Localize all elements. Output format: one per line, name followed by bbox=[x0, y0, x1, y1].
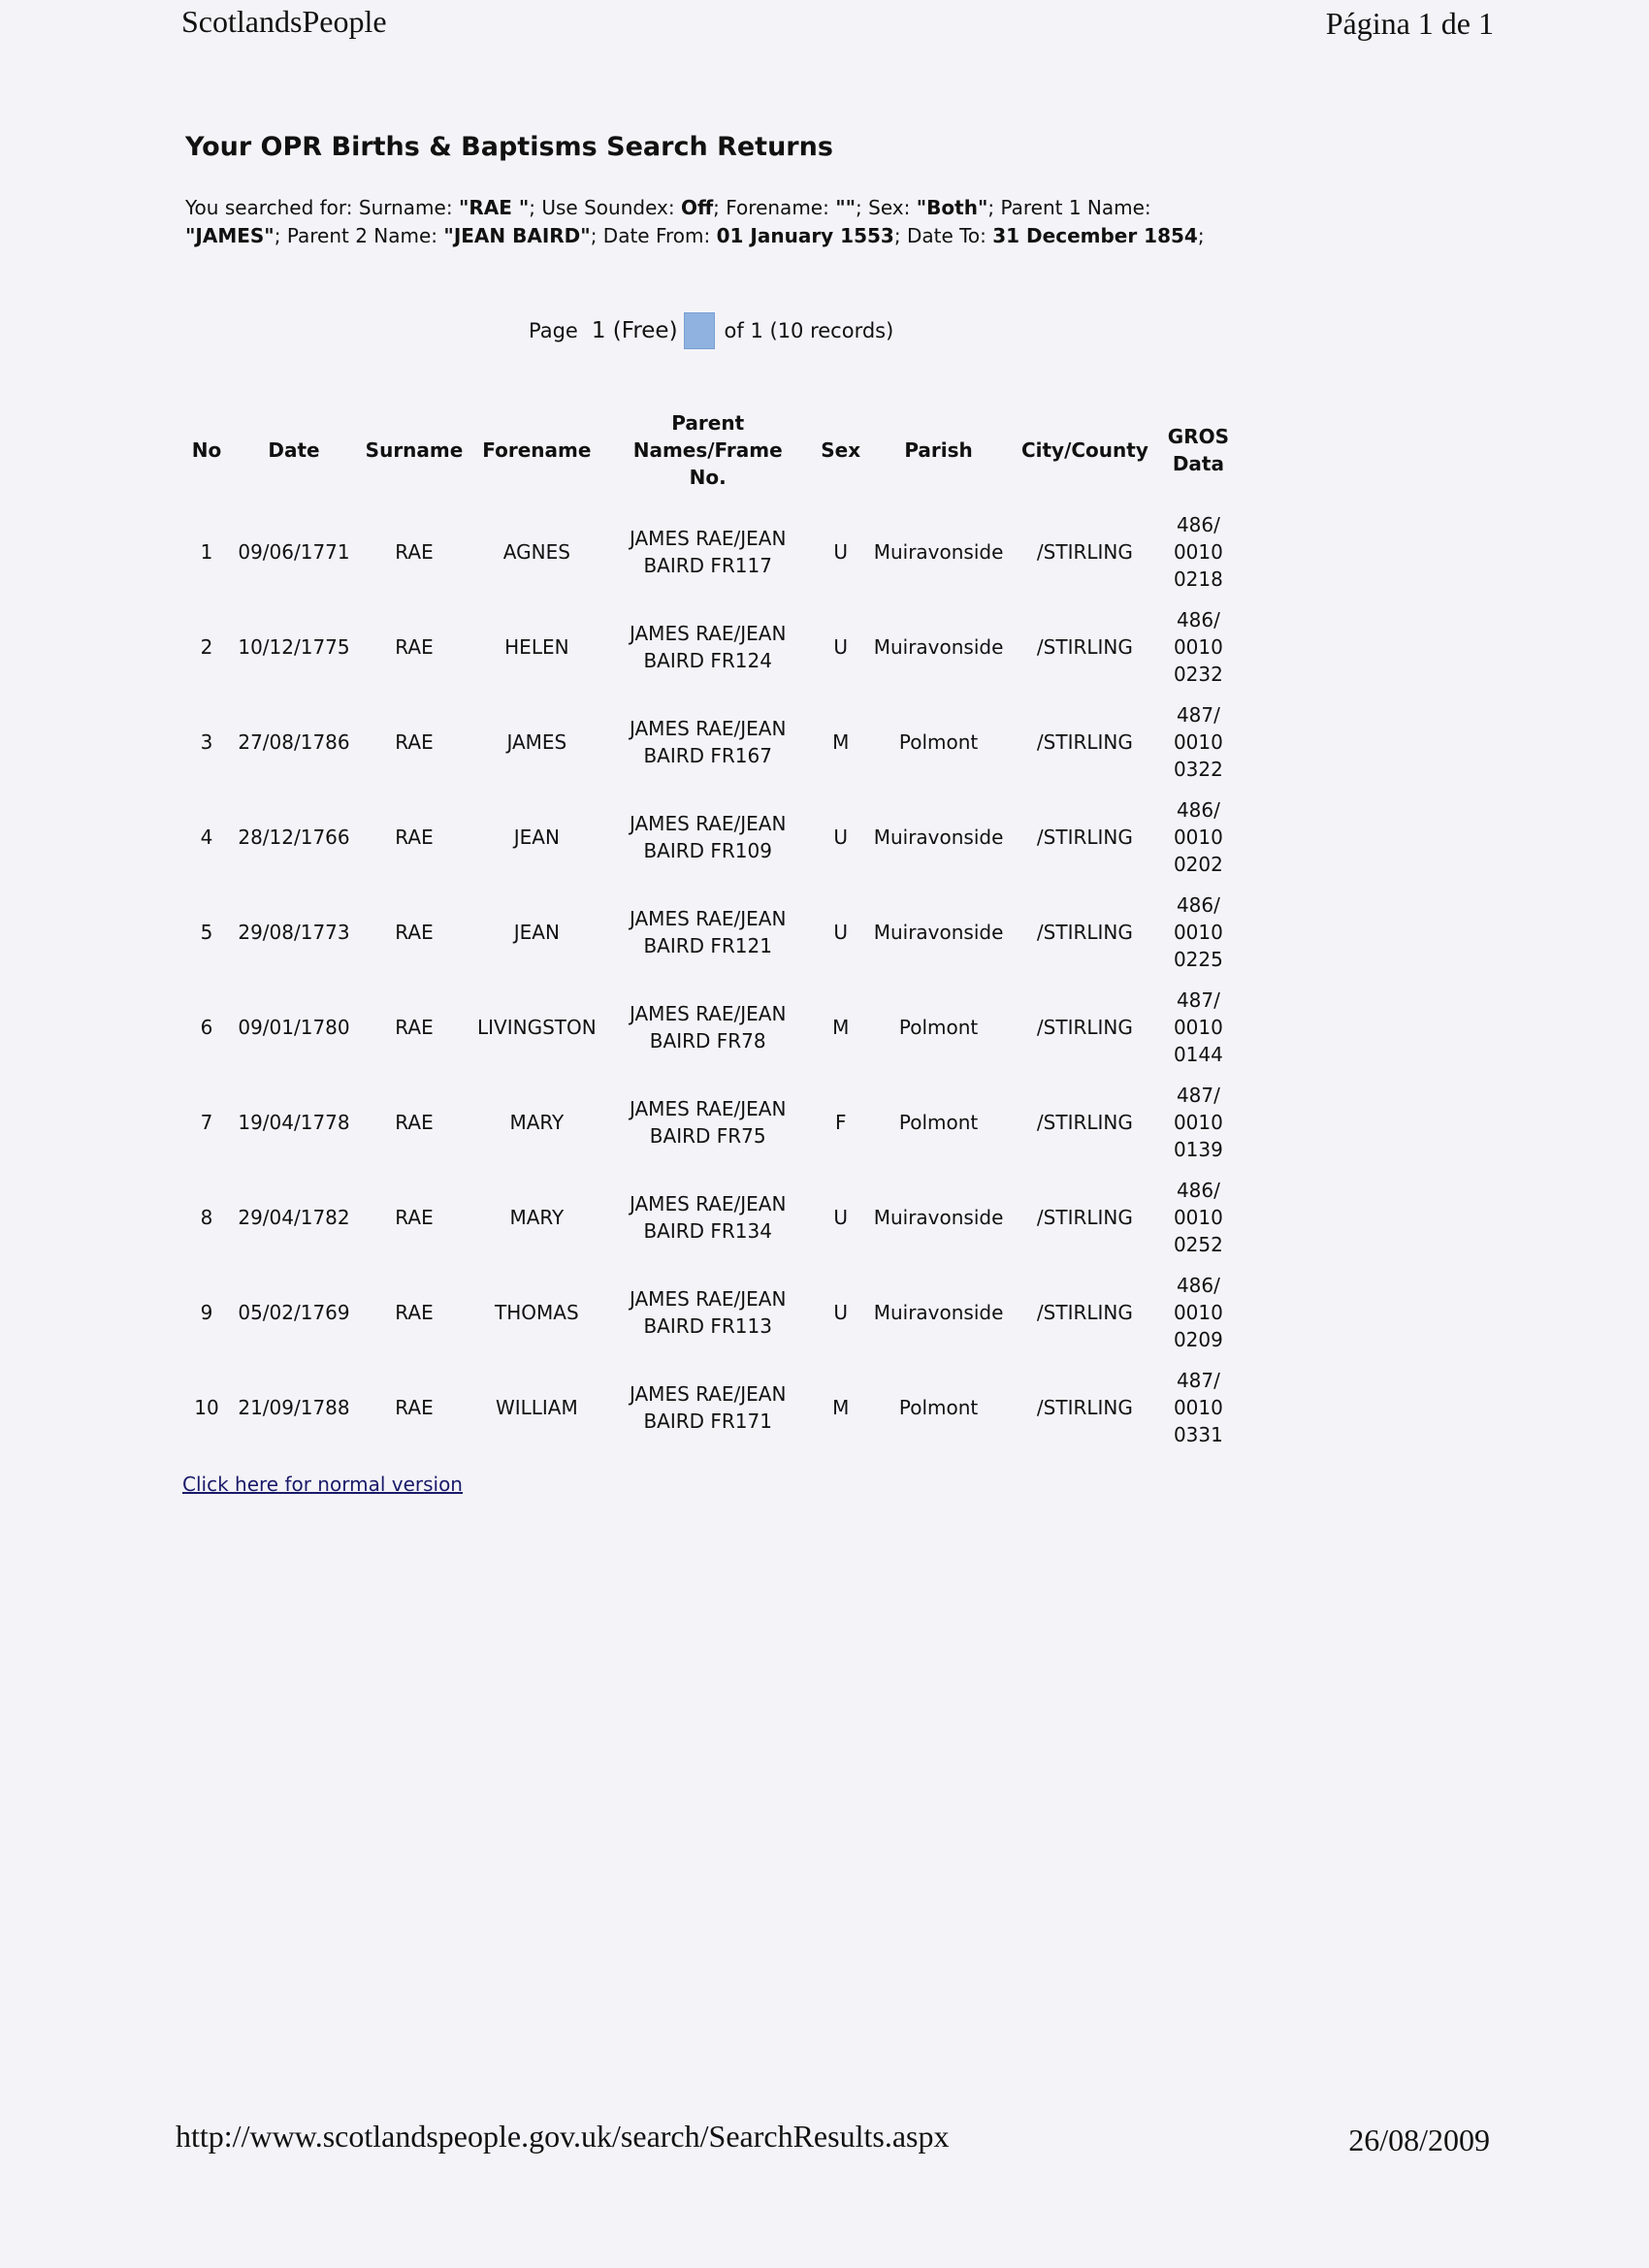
cell-forename: JEAN bbox=[513, 826, 560, 849]
normal-version-link[interactable]: Click here for normal version bbox=[182, 1473, 463, 1496]
search-criteria: You searched for: Surname: "RAE "; Use Soundex: Off; Forename: ""; Sex: "Both"; Parent 1 Name: "JAMES"; Parent 2 Name: "JEAN BAIRD"; Date From: 01 January 1553; Date To: 31 December 1854; bbox=[185, 196, 1205, 247]
cell-forename: THOMAS bbox=[495, 1301, 579, 1324]
cell-no: 3 bbox=[200, 730, 213, 754]
cell-parent-names: JAMES RAE/JEAN BAIRD FR113 bbox=[629, 1287, 787, 1338]
cell-city-county: /STIRLING bbox=[1036, 826, 1133, 849]
cell-gros-data: 487/ 0010 0139 bbox=[1173, 1084, 1223, 1161]
cell-no: 8 bbox=[200, 1206, 213, 1229]
criteria-surname: "RAE " bbox=[458, 196, 530, 219]
cell-surname: RAE bbox=[395, 730, 434, 754]
cell-forename: WILLIAM bbox=[495, 1396, 578, 1419]
cell-parish: Polmont bbox=[898, 730, 979, 754]
pager-label: Page bbox=[529, 319, 578, 342]
col-header-gros-data: GROS Data bbox=[1167, 425, 1230, 475]
cell-no: 7 bbox=[200, 1111, 213, 1134]
cell-surname: RAE bbox=[395, 1396, 434, 1419]
cell-city-county: /STIRLING bbox=[1036, 921, 1133, 944]
results-table bbox=[182, 396, 1236, 1455]
cell-city-county: /STIRLING bbox=[1036, 1206, 1133, 1229]
cell-surname: RAE bbox=[395, 1111, 434, 1134]
col-header-no: No bbox=[191, 438, 222, 462]
cell-parish: Polmont bbox=[898, 1111, 979, 1134]
cell-forename: JEAN bbox=[513, 921, 560, 944]
cell-no: 10 bbox=[194, 1396, 219, 1419]
table-row bbox=[182, 1265, 1236, 1360]
cell-surname: RAE bbox=[395, 826, 434, 849]
print-footer-url: http://www.scotlandspeople.gov.uk/search/SearchResults.aspx bbox=[176, 2119, 950, 2154]
col-header-date: Date bbox=[268, 438, 320, 462]
cell-parish: Muiravonside bbox=[873, 1206, 1004, 1229]
cell-surname: RAE bbox=[395, 1016, 434, 1039]
criteria-date-to: 31 December 1854 bbox=[992, 224, 1198, 247]
criteria-parent1: "JAMES" bbox=[185, 224, 275, 247]
cell-gros-data: 487/ 0010 0331 bbox=[1173, 1369, 1223, 1446]
table-row bbox=[182, 980, 1236, 1075]
cell-gros-data: 486/ 0010 0252 bbox=[1173, 1179, 1223, 1256]
cell-parish: Polmont bbox=[898, 1396, 979, 1419]
table-row bbox=[182, 790, 1236, 885]
cell-date: 09/06/1771 bbox=[238, 540, 350, 564]
cell-gros-data: 487/ 0010 0144 bbox=[1173, 988, 1223, 1066]
table-row bbox=[182, 1360, 1236, 1455]
cell-parent-names: JAMES RAE/JEAN BAIRD FR78 bbox=[629, 1002, 787, 1053]
print-header-page-label: Página 1 de 1 bbox=[1325, 6, 1494, 41]
col-header-sex: Sex bbox=[821, 438, 861, 462]
cell-surname: RAE bbox=[395, 1301, 434, 1324]
cell-parish: Muiravonside bbox=[873, 921, 1004, 944]
cell-city-county: /STIRLING bbox=[1036, 1396, 1133, 1419]
table-row bbox=[182, 504, 1236, 599]
cell-forename: LIVINGSTON bbox=[477, 1016, 597, 1039]
cell-sex: U bbox=[833, 635, 849, 659]
pager-total: of 1 (10 records) bbox=[724, 319, 894, 342]
cell-gros-data: 487/ 0010 0322 bbox=[1173, 703, 1223, 781]
cell-no: 9 bbox=[200, 1301, 213, 1324]
cell-city-county: /STIRLING bbox=[1036, 730, 1133, 754]
pager bbox=[529, 312, 893, 349]
cell-sex: U bbox=[833, 1301, 849, 1324]
cell-parent-names: JAMES RAE/JEAN BAIRD FR121 bbox=[629, 907, 787, 957]
cell-parent-names: JAMES RAE/JEAN BAIRD FR171 bbox=[629, 1382, 787, 1433]
cell-date: 28/12/1766 bbox=[238, 826, 350, 849]
cell-parish: Muiravonside bbox=[873, 1301, 1004, 1324]
cell-date: 19/04/1778 bbox=[238, 1111, 350, 1134]
cell-forename: JAMES bbox=[506, 730, 567, 754]
cell-forename: MARY bbox=[509, 1111, 565, 1134]
cell-date: 21/09/1788 bbox=[238, 1396, 350, 1419]
criteria-soundex: Off bbox=[680, 196, 714, 219]
col-header-surname: Surname bbox=[365, 438, 464, 462]
cell-no: 1 bbox=[200, 540, 213, 564]
table-header-row bbox=[182, 396, 1236, 504]
cell-sex: M bbox=[832, 730, 850, 754]
cell-sex: U bbox=[833, 1206, 849, 1229]
cell-sex: F bbox=[834, 1111, 847, 1134]
criteria-date-from: 01 January 1553 bbox=[716, 224, 894, 247]
print-header-site: ScotlandsPeople bbox=[181, 4, 387, 39]
cell-city-county: /STIRLING bbox=[1036, 1301, 1133, 1324]
cell-parish: Polmont bbox=[898, 1016, 979, 1039]
cell-no: 6 bbox=[200, 1016, 213, 1039]
cell-surname: RAE bbox=[395, 1206, 434, 1229]
cell-forename: MARY bbox=[509, 1206, 565, 1229]
table-row bbox=[182, 1075, 1236, 1170]
cell-forename: AGNES bbox=[502, 540, 570, 564]
criteria-sex: "Both" bbox=[916, 196, 988, 219]
cell-parent-names: JAMES RAE/JEAN BAIRD FR117 bbox=[629, 527, 787, 577]
cell-date: 27/08/1786 bbox=[238, 730, 350, 754]
criteria-forename: "" bbox=[835, 196, 857, 219]
cell-sex: U bbox=[833, 826, 849, 849]
cell-surname: RAE bbox=[395, 635, 434, 659]
page-select-value[interactable]: 1 (Free) bbox=[586, 318, 684, 343]
cell-gros-data: 486/ 0010 0202 bbox=[1173, 798, 1223, 876]
cell-no: 4 bbox=[200, 826, 213, 849]
cell-surname: RAE bbox=[395, 540, 434, 564]
cell-date: 05/02/1769 bbox=[238, 1301, 350, 1324]
table-row bbox=[182, 1170, 1236, 1265]
criteria-parent2: "JEAN BAIRD" bbox=[443, 224, 591, 247]
cell-sex: U bbox=[833, 921, 849, 944]
dropdown-arrow-icon[interactable] bbox=[684, 312, 715, 349]
cell-forename: HELEN bbox=[504, 635, 569, 659]
cell-no: 2 bbox=[200, 635, 213, 659]
cell-parent-names: JAMES RAE/JEAN BAIRD FR124 bbox=[629, 622, 787, 672]
cell-gros-data: 486/ 0010 0225 bbox=[1173, 893, 1223, 971]
col-header-forename: Forename bbox=[482, 438, 592, 462]
page-title: Your OPR Births & Baptisms Search Returns bbox=[185, 132, 833, 162]
table-row bbox=[182, 599, 1236, 695]
cell-date: 29/08/1773 bbox=[238, 921, 350, 944]
cell-parent-names: JAMES RAE/JEAN BAIRD FR167 bbox=[629, 717, 787, 767]
cell-no: 5 bbox=[200, 921, 213, 944]
table-row bbox=[182, 885, 1236, 980]
cell-gros-data: 486/ 0010 0232 bbox=[1173, 608, 1223, 686]
cell-parent-names: JAMES RAE/JEAN BAIRD FR109 bbox=[629, 812, 787, 862]
cell-parish: Muiravonside bbox=[873, 826, 1004, 849]
cell-date: 10/12/1775 bbox=[238, 635, 350, 659]
cell-city-county: /STIRLING bbox=[1036, 1016, 1133, 1039]
cell-parish: Muiravonside bbox=[873, 635, 1004, 659]
col-header-city-county: City/County bbox=[1020, 438, 1148, 462]
cell-sex: U bbox=[833, 540, 849, 564]
cell-city-county: /STIRLING bbox=[1036, 540, 1133, 564]
cell-sex: M bbox=[832, 1016, 850, 1039]
cell-gros-data: 486/ 0010 0218 bbox=[1173, 513, 1223, 591]
cell-parent-names: JAMES RAE/JEAN BAIRD FR75 bbox=[629, 1097, 787, 1148]
cell-parish: Muiravonside bbox=[873, 540, 1004, 564]
print-footer-date: 26/08/2009 bbox=[1348, 2122, 1490, 2157]
col-header-parish: Parish bbox=[904, 438, 973, 462]
cell-city-county: /STIRLING bbox=[1036, 1111, 1133, 1134]
table-row bbox=[182, 695, 1236, 790]
cell-surname: RAE bbox=[395, 921, 434, 944]
cell-sex: M bbox=[832, 1396, 850, 1419]
cell-parent-names: JAMES RAE/JEAN BAIRD FR134 bbox=[629, 1192, 787, 1243]
cell-gros-data: 486/ 0010 0209 bbox=[1173, 1274, 1223, 1351]
cell-date: 29/04/1782 bbox=[238, 1206, 350, 1229]
cell-city-county: /STIRLING bbox=[1036, 635, 1133, 659]
page-select[interactable] bbox=[586, 312, 715, 349]
col-header-parent-names: Parent Names/Frame No. bbox=[632, 411, 783, 489]
cell-date: 09/01/1780 bbox=[238, 1016, 350, 1039]
